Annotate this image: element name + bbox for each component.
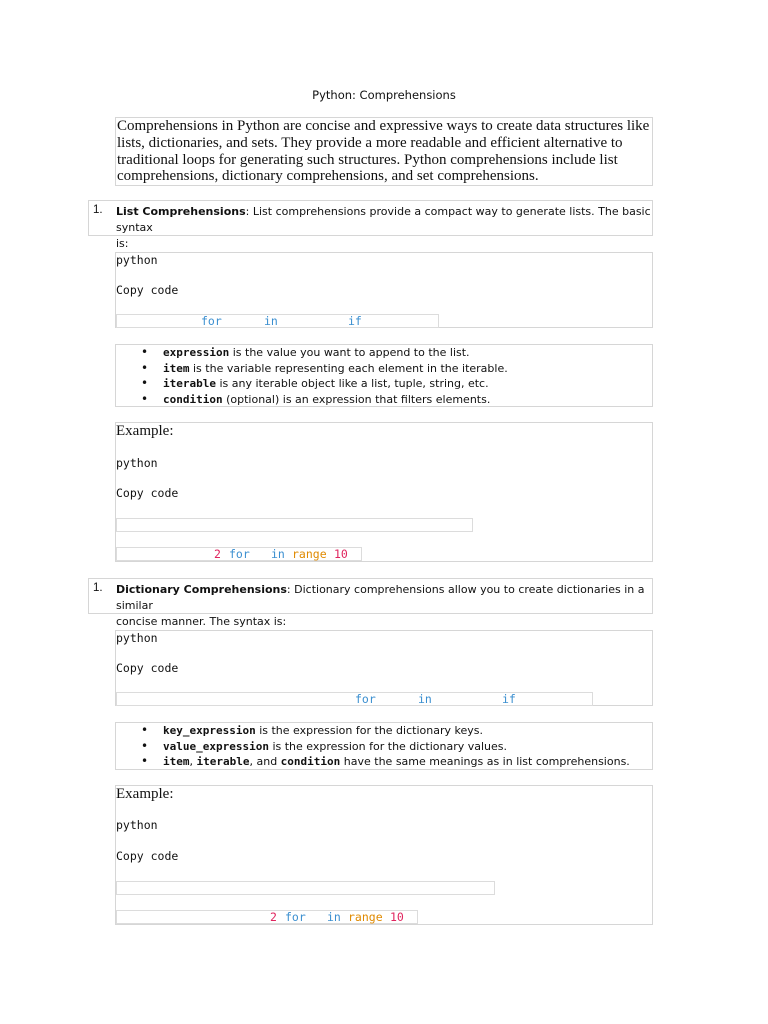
copy-code-button[interactable]: Copy code: [116, 486, 179, 500]
dict-heading-text: : Dictionary comprehensions allow you to create dictionaries in a similar: [116, 583, 645, 612]
example-label: Example:: [116, 786, 174, 802]
builtin-range: range: [292, 547, 327, 561]
number-token: 10: [334, 547, 348, 561]
dict-bullet-list: [163, 723, 652, 770]
bullet-text: have the same meanings as in list comprehensions.: [340, 755, 630, 768]
list-section-number: 1.: [93, 204, 103, 216]
bullet-code: iterable: [163, 377, 216, 390]
keyword-for: for: [355, 692, 376, 706]
builtin-range: range: [348, 910, 383, 924]
bullet-code: condition: [163, 392, 223, 406]
list-syntax-line: [116, 314, 439, 328]
list-heading-text: : List comprehensions provide a compact way to generate lists. The basic syntax: [116, 205, 651, 234]
example-code-line-1: [116, 881, 495, 895]
bullet-code: item: [163, 755, 190, 768]
list-bullets-box: [115, 344, 653, 407]
list-item: [163, 376, 652, 392]
list-item: [163, 345, 652, 361]
list-syntax-code-block: [115, 252, 653, 328]
keyword-in: in: [418, 692, 432, 706]
list-bullet-list: [163, 345, 652, 407]
list-example-block: [115, 422, 653, 562]
dict-heading-title: Dictionary Comprehensions: [116, 583, 287, 596]
keyword-if: if: [502, 692, 516, 706]
keyword-in: in: [264, 314, 278, 328]
list-heading-title: List Comprehensions: [116, 205, 246, 218]
dict-syntax-code-block: [115, 630, 653, 706]
number-token: 2: [270, 910, 277, 924]
keyword-in: in: [271, 547, 285, 561]
number-token: 10: [390, 910, 404, 924]
dict-bullets-box: [115, 722, 653, 770]
code-language-label: python: [116, 631, 158, 645]
bullet-code: key_expression: [163, 724, 256, 737]
list-section-heading: [88, 200, 653, 250]
dict-section-heading: [88, 578, 653, 628]
code-language-label: python: [116, 253, 158, 267]
bullet-text: (optional) is an expression that filters elements.: [222, 392, 491, 406]
copy-code-button[interactable]: Copy code: [116, 283, 179, 297]
bullet-code: item: [163, 361, 190, 375]
bullet-code: expression: [163, 346, 230, 359]
bullet-text: is the variable representing each element in the iterable.: [189, 361, 508, 375]
example-label: Example:: [116, 423, 174, 439]
list-item: [163, 739, 652, 755]
dict-heading-text-2: concise manner. The syntax is:: [116, 615, 287, 628]
bullet-code: condition: [280, 755, 341, 768]
keyword-if: if: [348, 314, 362, 328]
keyword-for: for: [201, 314, 222, 328]
code-language-label: python: [116, 818, 158, 832]
intro-text: Comprehensions in Python are concise and expressive ways to create data structures like lists, dictionaries, and sets. They provide a more readable and efficient alternative to traditional loops for generating such structures. Python comprehensions include list comprehensions, dictionary comprehensions, and set comprehensions.: [117, 118, 650, 185]
example-code-line-1: [116, 518, 473, 532]
bullet-sep: , and: [249, 755, 281, 768]
list-item: [163, 392, 652, 408]
dict-example-block: [115, 785, 653, 925]
intro-paragraph: [115, 117, 653, 186]
list-item: [163, 361, 652, 377]
keyword-for: for: [285, 910, 306, 924]
dict-section-number: 1.: [93, 582, 103, 594]
copy-code-button[interactable]: Copy code: [116, 849, 179, 863]
bullet-sep: ,: [189, 755, 197, 768]
bullet-text: is the expression for the dictionary keys.: [255, 724, 483, 737]
number-token: 2: [214, 547, 221, 561]
keyword-for: for: [229, 547, 250, 561]
dict-syntax-line: [116, 692, 593, 706]
bullet-text: is the expression for the dictionary values.: [268, 739, 507, 753]
bullet-code: iterable: [196, 755, 250, 768]
bullet-code: value_expression: [163, 739, 269, 753]
example-code-line-2: [116, 910, 418, 924]
bullet-text: is the value you want to append to the list.: [229, 346, 470, 359]
bullet-text: is any iterable object like a list, tuple, string, etc.: [215, 377, 489, 390]
code-language-label: python: [116, 456, 158, 470]
copy-code-button[interactable]: Copy code: [116, 661, 179, 675]
list-item: [163, 754, 652, 770]
list-item: [163, 723, 652, 739]
example-code-line-2: [116, 547, 362, 561]
list-heading-text-2: is:: [116, 237, 129, 250]
keyword-in: in: [327, 910, 341, 924]
page-title: Python: Comprehensions: [312, 88, 456, 102]
